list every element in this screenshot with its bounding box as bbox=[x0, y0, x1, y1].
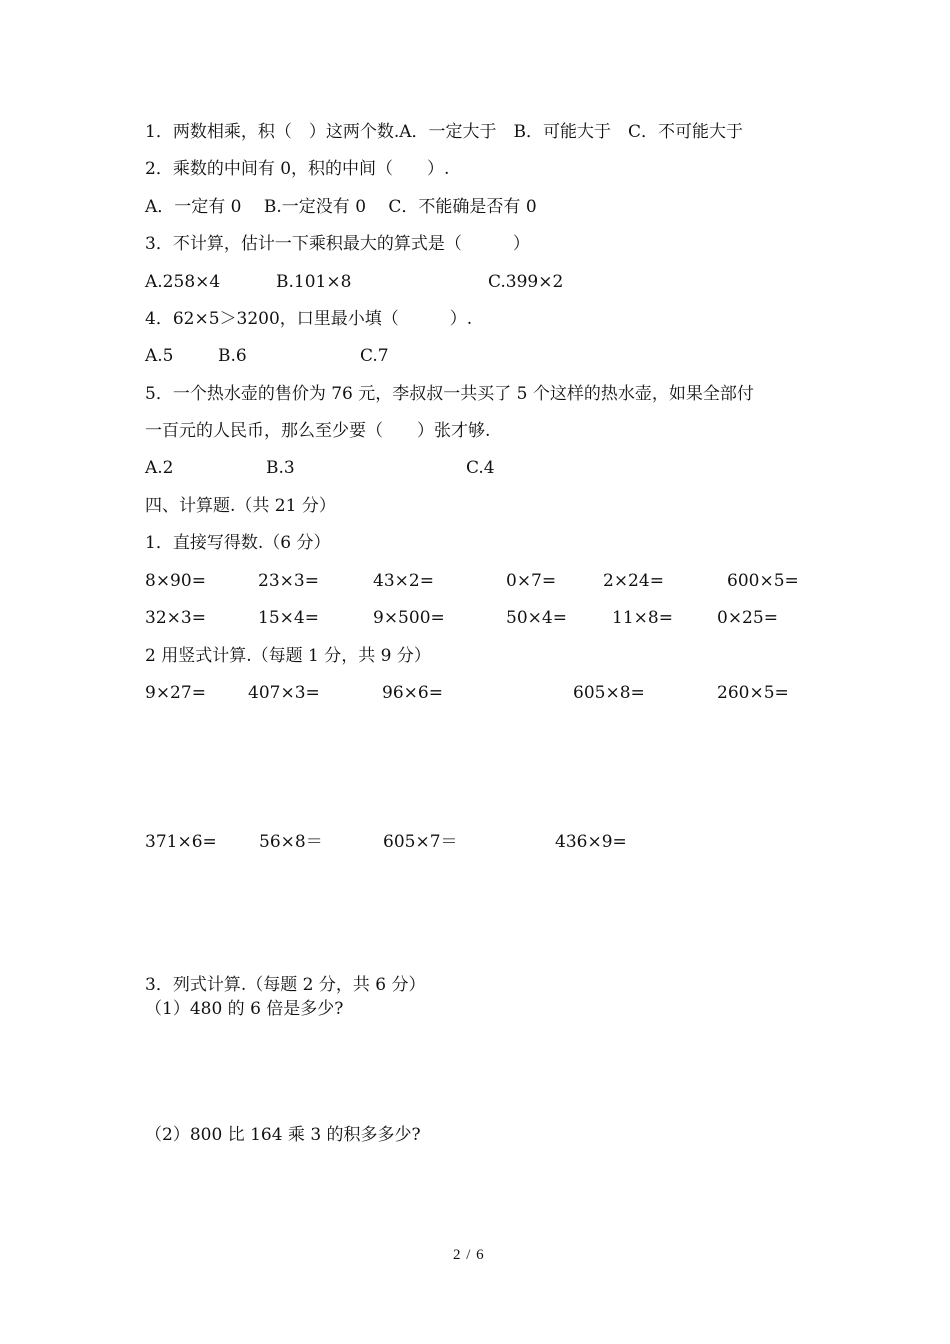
question-2: 2．乘数的中间有 0，积的中间（ ）. bbox=[145, 159, 450, 179]
vertical-calc-item: 9×27= bbox=[145, 683, 206, 703]
vertical-calc-item: 371×6= bbox=[145, 832, 217, 852]
question-4-option: A.5 bbox=[145, 346, 174, 366]
question-2-options: A．一定有 0 B.一定没有 0 C．不能确是否有 0 bbox=[145, 197, 537, 217]
page-number: 2 / 6 bbox=[453, 1247, 485, 1263]
subsection-2-title: 2 用竖式计算.（每题 1 分，共 9 分） bbox=[145, 646, 431, 666]
question-4-option: C.7 bbox=[360, 346, 389, 366]
question-5-option: B.3 bbox=[266, 458, 295, 478]
question-3-option: C.399×2 bbox=[488, 272, 564, 292]
direct-calc-item: 43×2= bbox=[373, 571, 434, 591]
vertical-calc-item: 260×5= bbox=[717, 683, 789, 703]
subsection-3-title: 3．列式计算.（每题 2 分，共 6 分） bbox=[145, 975, 426, 995]
direct-calc-item: 11×8= bbox=[612, 608, 673, 628]
direct-calc-item: 32×3= bbox=[145, 608, 206, 628]
vertical-calc-item: 56×8＝ bbox=[259, 832, 323, 852]
direct-calc-item: 23×3= bbox=[258, 571, 319, 591]
question-5-line1: 5．一个热水壶的售价为 76 元，李叔叔一共买了 5 个这样的热水壶，如果全部付 bbox=[145, 384, 754, 404]
direct-calc-item: 50×4= bbox=[506, 608, 567, 628]
section-4-title: 四、计算题.（共 21 分） bbox=[145, 496, 336, 516]
question-4: 4．62×5＞3200，口里最小填（ ）. bbox=[145, 309, 473, 329]
question-5-line2: 一百元的人民币，那么至少要（ ）张才够. bbox=[145, 421, 491, 441]
direct-calc-item: 2×24= bbox=[603, 571, 664, 591]
word-problem-1: （1）480 的 6 倍是多少? bbox=[145, 999, 344, 1019]
question-5-option: A.2 bbox=[145, 458, 174, 478]
vertical-calc-item: 605×7＝ bbox=[383, 832, 458, 852]
word-problem-2: （2）800 比 164 乘 3 的积多多少? bbox=[145, 1125, 421, 1145]
question-1: 1．两数相乘，积（ ）这两个数.A．一定大于 B．可能大于 C．不可能大于 bbox=[145, 122, 743, 142]
subsection-1-title: 1．直接写得数.（6 分） bbox=[145, 533, 331, 553]
question-4-option: B.6 bbox=[218, 346, 247, 366]
vertical-calc-item: 407×3= bbox=[248, 683, 320, 703]
question-3-option: A.258×4 bbox=[145, 272, 221, 292]
direct-calc-item: 8×90= bbox=[145, 571, 206, 591]
question-3-option: B.101×8 bbox=[276, 272, 352, 292]
direct-calc-item: 0×25= bbox=[717, 608, 778, 628]
vertical-calc-item: 96×6= bbox=[382, 683, 443, 703]
question-5-option: C.4 bbox=[466, 458, 495, 478]
direct-calc-item: 0×7= bbox=[506, 571, 557, 591]
vertical-calc-item: 436×9= bbox=[555, 832, 627, 852]
direct-calc-item: 15×4= bbox=[258, 608, 319, 628]
vertical-calc-item: 605×8= bbox=[573, 683, 645, 703]
direct-calc-item: 9×500= bbox=[373, 608, 445, 628]
question-3: 3．不计算，估计一下乘积最大的算式是（ ） bbox=[145, 234, 530, 254]
direct-calc-item: 600×5= bbox=[727, 571, 799, 591]
